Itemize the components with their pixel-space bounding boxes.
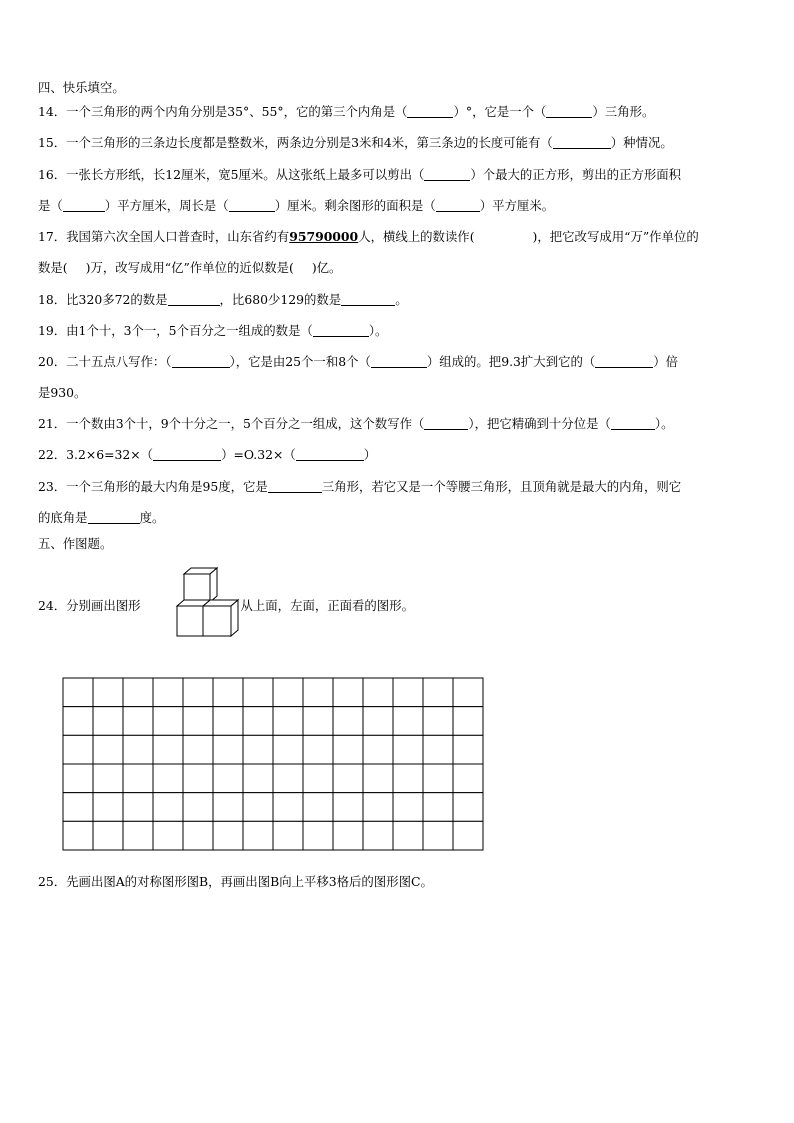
grid-cell[interactable] bbox=[453, 793, 483, 822]
grid-cell[interactable] bbox=[243, 707, 273, 736]
grid-cell[interactable] bbox=[123, 821, 153, 850]
grid-cell[interactable] bbox=[393, 707, 423, 736]
grid-cell[interactable] bbox=[63, 735, 93, 764]
grid-cell[interactable] bbox=[303, 707, 333, 736]
question-19: 19．由1个十，3个一，5个百分之一组成的数是（ ）。 bbox=[38, 323, 388, 338]
q20-blank-3[interactable] bbox=[595, 355, 653, 368]
grid-cell[interactable] bbox=[363, 678, 393, 707]
grid-cell[interactable] bbox=[303, 678, 333, 707]
grid-cell[interactable] bbox=[93, 764, 123, 793]
grid-cell[interactable] bbox=[273, 735, 303, 764]
q18-blank-1[interactable] bbox=[168, 293, 220, 306]
grid-cell[interactable] bbox=[453, 735, 483, 764]
q23-number: 23． bbox=[38, 479, 67, 494]
grid-cell[interactable] bbox=[393, 678, 423, 707]
grid-cell[interactable] bbox=[333, 793, 363, 822]
grid-cell[interactable] bbox=[243, 764, 273, 793]
grid-cell[interactable] bbox=[63, 821, 93, 850]
grid-cell[interactable] bbox=[93, 793, 123, 822]
grid-cell[interactable] bbox=[183, 821, 213, 850]
q15-number: 15． bbox=[38, 135, 67, 150]
grid-cell[interactable] bbox=[303, 793, 333, 822]
q21-number: 21． bbox=[38, 416, 67, 431]
grid-cell[interactable] bbox=[243, 735, 273, 764]
grid-cell[interactable] bbox=[333, 678, 363, 707]
grid-cell[interactable] bbox=[333, 764, 363, 793]
question-21: 21．一个数由3个十，9个十分之一，5个百分之一组成，这个数写作（ ），把它精确到十分位是（ ）。 bbox=[38, 416, 674, 431]
grid-cell[interactable] bbox=[93, 678, 123, 707]
grid-cell[interactable] bbox=[363, 821, 393, 850]
grid-cell[interactable] bbox=[213, 707, 243, 736]
grid-cell[interactable] bbox=[63, 764, 93, 793]
grid-cell[interactable] bbox=[273, 678, 303, 707]
grid-cell[interactable] bbox=[183, 793, 213, 822]
grid-cell[interactable] bbox=[363, 735, 393, 764]
grid-cell[interactable] bbox=[243, 678, 273, 707]
q18-number: 18． bbox=[38, 292, 67, 307]
bottom-right-cube-front-face bbox=[203, 606, 231, 636]
grid-cell[interactable] bbox=[213, 764, 243, 793]
grid-cell[interactable] bbox=[393, 793, 423, 822]
question-17-cont: 数是( )万，改写成用“亿”作单位的近似数是( )亿。 bbox=[38, 260, 342, 275]
grid-cell[interactable] bbox=[303, 821, 333, 850]
q20-blank-2[interactable] bbox=[371, 355, 427, 368]
q22-blank-2[interactable] bbox=[296, 448, 364, 461]
grid-cell[interactable] bbox=[423, 821, 453, 850]
grid-cell[interactable] bbox=[93, 821, 123, 850]
grid-cell[interactable] bbox=[63, 678, 93, 707]
grid-cell[interactable] bbox=[183, 707, 213, 736]
grid-cell[interactable] bbox=[153, 793, 183, 822]
q21-blank-1[interactable] bbox=[424, 417, 468, 430]
grid-cell[interactable] bbox=[273, 707, 303, 736]
grid-cell[interactable] bbox=[393, 735, 423, 764]
q20-blank-1[interactable] bbox=[172, 355, 230, 368]
grid-cell[interactable] bbox=[303, 735, 333, 764]
q24-number: 24． bbox=[38, 598, 67, 613]
grid-cell[interactable] bbox=[393, 764, 423, 793]
q25-number: 25． bbox=[38, 874, 67, 889]
grid-cell[interactable] bbox=[453, 707, 483, 736]
top-cube-front-face bbox=[184, 574, 210, 602]
question-22: 22．3.2×6=32×（ ）=O.32×（ ） bbox=[38, 447, 377, 462]
grid-cell[interactable] bbox=[393, 821, 423, 850]
q16-blank-4[interactable] bbox=[436, 199, 480, 212]
q22-number: 22． bbox=[38, 447, 67, 462]
q19-blank[interactable] bbox=[313, 324, 369, 337]
q17-population-number: 95790000 bbox=[289, 229, 359, 244]
grid-cell[interactable] bbox=[213, 678, 243, 707]
bottom-right-cube-side-face bbox=[231, 600, 238, 636]
grid-cell[interactable] bbox=[93, 707, 123, 736]
question-20-cont: 是930。 bbox=[38, 385, 87, 400]
grid-cell[interactable] bbox=[213, 821, 243, 850]
question-17: 17．我国第六次全国人口普查时，山东省约有95790000人，横线上的数读作( )，把它改写成用“万”作单位的 bbox=[38, 229, 699, 244]
q15-blank[interactable] bbox=[553, 136, 611, 149]
grid-cell[interactable] bbox=[183, 764, 213, 793]
grid-cell[interactable] bbox=[123, 764, 153, 793]
q14-blank-2[interactable] bbox=[546, 105, 592, 118]
q18-blank-2[interactable] bbox=[341, 293, 395, 306]
question-23: 23．一个三角形的最大内角是95度，它是 三角形，若它又是一个等腰三角形，且顶角就是最大的内角，则它 bbox=[38, 479, 682, 494]
grid-cell[interactable] bbox=[453, 764, 483, 793]
grid-cell[interactable] bbox=[63, 707, 93, 736]
grid-cell[interactable] bbox=[423, 735, 453, 764]
q21-blank-2[interactable] bbox=[611, 417, 655, 430]
question-24: 24．分别画出图形 从上面，左面，正面看的图形。 bbox=[38, 598, 414, 613]
grid-cell[interactable] bbox=[183, 678, 213, 707]
question-16: 16．一张长方形纸，长12厘米，宽5厘米。从这张纸上最多可以剪出（ ）个最大的正方形，剪出的正方形面积 bbox=[38, 167, 682, 182]
q23-blank-2[interactable] bbox=[88, 511, 140, 524]
question-23-cont: 的底角是 度。 bbox=[38, 510, 165, 525]
grid-cell[interactable] bbox=[453, 678, 483, 707]
grid-cell[interactable] bbox=[333, 735, 363, 764]
section-5-title: 五、作图题。 bbox=[38, 536, 113, 551]
grid-cell[interactable] bbox=[213, 735, 243, 764]
grid-cell[interactable] bbox=[423, 707, 453, 736]
grid-cell[interactable] bbox=[243, 821, 273, 850]
question-15: 15．一个三角形的三条边长度都是整数米，两条边分别是3米和4米，第三条边的长度可能有（ ）种情况。 bbox=[38, 135, 673, 150]
q16-blank-1[interactable] bbox=[424, 168, 470, 181]
top-cube-side-face bbox=[210, 568, 217, 602]
cube-stack-figure bbox=[170, 564, 244, 642]
question-25: 25．先画出图A的对称图形图B，再画出图B向上平移3格后的图形图C。 bbox=[38, 874, 433, 889]
bottom-left-cube-front-face bbox=[177, 606, 203, 636]
grid-cell[interactable] bbox=[243, 793, 273, 822]
grid-cell[interactable] bbox=[363, 793, 393, 822]
grid-cell[interactable] bbox=[333, 821, 363, 850]
q16-blank-3[interactable] bbox=[229, 199, 275, 212]
grid-cell[interactable] bbox=[303, 764, 333, 793]
grid-cell[interactable] bbox=[183, 735, 213, 764]
grid-cell[interactable] bbox=[363, 764, 393, 793]
q22-blank-1[interactable] bbox=[153, 448, 221, 461]
grid-cell[interactable] bbox=[453, 821, 483, 850]
q20-number: 20． bbox=[38, 354, 67, 369]
grid-cell[interactable] bbox=[123, 678, 153, 707]
section-4-title: 四、快乐填空。 bbox=[38, 80, 125, 95]
grid-cell[interactable] bbox=[153, 707, 183, 736]
q14-number: 14． bbox=[38, 104, 67, 119]
grid-cell[interactable] bbox=[363, 707, 393, 736]
grid-cell[interactable] bbox=[123, 735, 153, 764]
grid-cell[interactable] bbox=[123, 707, 153, 736]
grid-cell[interactable] bbox=[273, 793, 303, 822]
grid-cell[interactable] bbox=[93, 735, 123, 764]
q19-number: 19． bbox=[38, 323, 67, 338]
grid-cell[interactable] bbox=[273, 764, 303, 793]
grid-cell[interactable] bbox=[273, 821, 303, 850]
grid-cell[interactable] bbox=[153, 764, 183, 793]
grid-cell[interactable] bbox=[153, 735, 183, 764]
question-20: 20．二十五点八写作：（ ），它是由25个一和8个（ ）组成的。把9.3扩大到它的（ ）倍 bbox=[38, 354, 679, 369]
grid-cell[interactable] bbox=[123, 793, 153, 822]
grid-cell[interactable] bbox=[333, 707, 363, 736]
grid-cell[interactable] bbox=[63, 793, 93, 822]
q17-number: 17． bbox=[38, 229, 67, 244]
grid-cell[interactable] bbox=[423, 793, 453, 822]
grid-cell[interactable] bbox=[153, 821, 183, 850]
grid-cell[interactable] bbox=[423, 678, 453, 707]
drawing-grid[interactable] bbox=[62, 677, 484, 851]
question-14: 14．一个三角形的两个内角分别是35°、55°，它的第三个内角是（ ）°，它是一个（ ）三角形。 bbox=[38, 104, 655, 119]
q16-number: 16． bbox=[38, 167, 67, 182]
grid-cell[interactable] bbox=[153, 678, 183, 707]
question-16-cont: 是（ ）平方厘米，周长是（ ）厘米。剩余图形的面积是（ ）平方厘米。 bbox=[38, 198, 555, 213]
q23-blank-1[interactable] bbox=[268, 480, 322, 493]
q16-blank-2[interactable] bbox=[63, 199, 105, 212]
question-18: 18．比320多72的数是 ，比680少129的数是 。 bbox=[38, 292, 408, 307]
grid-cell[interactable] bbox=[213, 793, 243, 822]
grid-cell[interactable] bbox=[423, 764, 453, 793]
q14-blank-1[interactable] bbox=[407, 105, 453, 118]
